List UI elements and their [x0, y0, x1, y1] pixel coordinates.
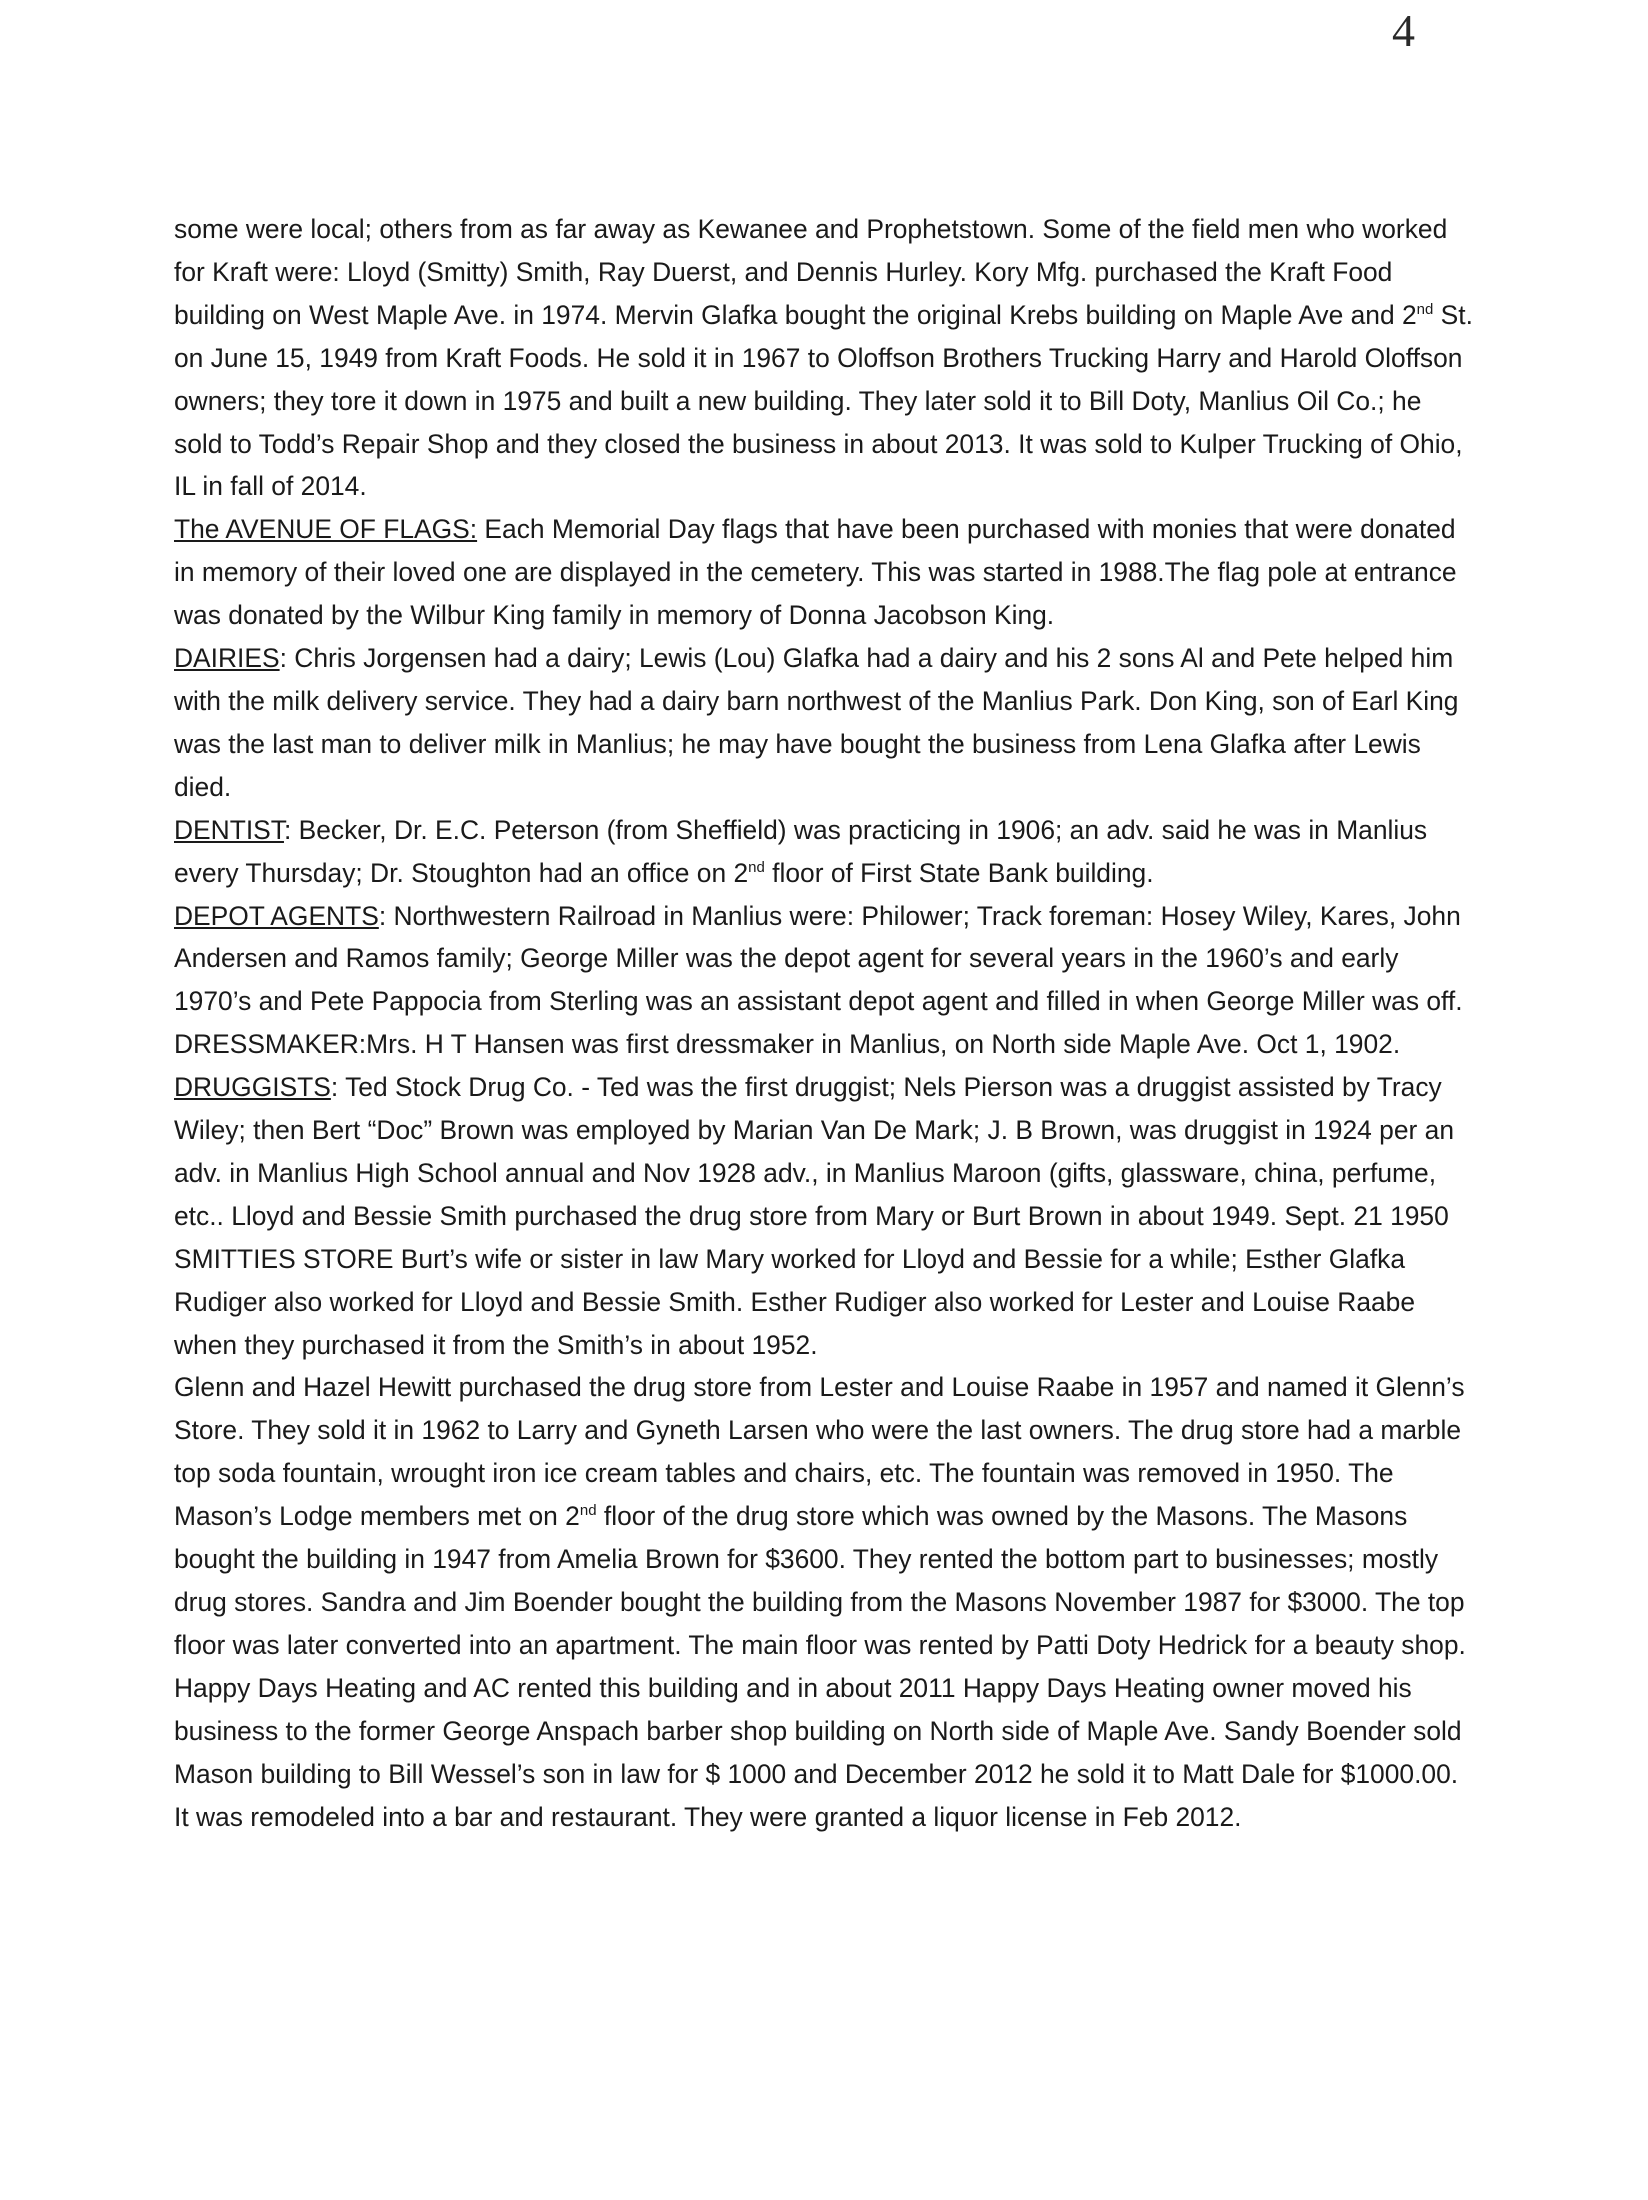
paragraph-text: DRESSMAKER:Mrs. H T Hansen was first dressmaker in Manlius, on North side Maple Ave. Oct 1, 1902. — [174, 1029, 1401, 1060]
paragraph-text: : Becker, Dr. E.C. Peterson (from Sheffield) was practicing in 1906; an adv. said he was in Manlius every Thursday; Dr. Stoughton had an office on 2 — [174, 814, 1428, 888]
paragraph — [174, 1023, 1474, 1066]
section-heading: The AVENUE OF FLAGS: — [174, 514, 478, 545]
superscript: nd — [579, 1502, 597, 1520]
page-number: 4 — [1392, 5, 1415, 56]
paragraph-text: Glenn and Hazel Hewitt purchased the drug store from Lester and Louise Raabe in 1957 and named it Glenn’s Store. They sold it in 1962 to Larry and Gyneth Larsen who were the last owners. The drug store had a marble top soda fountain, wrought iron ice cream tables and chairs, etc. The fountain was removed in 1950. The Mason’s Lodge members met on 2 — [174, 1372, 1465, 1532]
section-heading: DRUGGISTS — [174, 1072, 331, 1103]
paragraph-text: floor of First State Bank building. — [764, 857, 1154, 888]
section-heading: DENTIST — [174, 814, 284, 845]
paragraph — [174, 1066, 1474, 1366]
superscript: nd — [748, 858, 765, 876]
paragraph — [174, 1366, 1474, 1838]
paragraph — [174, 508, 1474, 637]
paragraph-text: : Northwestern Railroad in Manlius were: Philower; Track foreman: Hosey Wiley, Kares, John Andersen and Ramos family; George Miller was the depot agent for several years in the 1960’s and early 1970’s and Pete Pappocia from Sterling was an assistant depot agent and filled in when George Miller was off. — [174, 900, 1463, 1017]
superscript: nd — [1416, 301, 1434, 319]
paragraph-text: some were local; others from as far away as Kewanee and Prophetstown. Some of the field men who worked for Kraft were: Lloyd (Smitty) Smith, Ray Duerst, and Dennis Hurley. Kory Mfg. purchased the Kraft Food building on West Maple Ave. in 1974. Mervin Glafka bought the original Krebs building on Maple Ave and 2 — [174, 214, 1448, 330]
document-body — [174, 208, 1474, 1838]
paragraph-text: : Chris Jorgensen had a dairy; Lewis (Lou) Glafka had a dairy and his 2 sons Al and Pete helped him with the milk delivery service. They had a dairy barn northwest of the Manlius Park. Don King, son of Earl King was the last man to deliver milk in Manlius; he may have bought the business from Lena Glafka after Lewis died. — [174, 643, 1459, 802]
paragraph — [174, 637, 1474, 809]
paragraph-text: : Ted Stock Drug Co. - Ted was the first druggist; Nels Pierson was a druggist assisted by Tracy Wiley; then Bert “Doc” Brown was employed by Marian Van De Mark; J. B Brown, was druggist in 1924 per an adv. in Manlius High School annual and Nov 1928 adv., in Manlius Maroon (gifts, glassware, china, perfume, etc.. Lloyd and Bessie Smith purchased the drug store from Mary or Burt Brown in about 1949. Sept. 21 1950 SMITTIES STORE Burt’s wife or sister in law Mary worked for Lloyd and Bessie for a while; Esther Glafka Rudiger also worked for Lloyd and Bessie Smith. Esther Rudiger also worked for Lester and Louise Raabe when they purchased it from the Smith’s in about 1952. — [174, 1072, 1454, 1360]
paragraph — [174, 208, 1474, 508]
section-heading: DAIRIES — [174, 643, 280, 674]
paragraph-text: Each Memorial Day flags that have been purchased with monies that were donated in memory of their loved one are displayed in the cemetery. This was started in 1988.The flag pole at entrance was donated by the Wilbur King family in memory of Donna Jacobson King. — [174, 514, 1457, 631]
section-heading: DEPOT AGENTS — [174, 900, 379, 931]
paragraph-text: floor of the drug store which was owned by the Masons. The Masons bought the building in 1947 from Amelia Brown for $3600. They rented the bottom part to businesses; mostly drug stores. Sandra and Jim Boender bought the building from the Masons November 1987 for $3000. The top floor was later converted into an apartment. The main floor was rented by Patti Doty Hedrick for a beauty shop. Happy Days Heating and AC rented this building and in about 2011 Happy Days Heating owner moved his business to the former George Anspach barber shop building on North side of Maple Ave. Sandy Boender sold Mason building to Bill Wessel’s son in law for $ 1000 and December 2012 he sold it to Matt Dale for $1000.00. It was remodeled into a bar and restaurant. They were granted a liquor license in Feb 2012. — [174, 1501, 1466, 1832]
paragraph — [174, 809, 1474, 895]
paragraph — [174, 895, 1474, 1024]
paragraph-text: St. on June 15, 1949 from Kraft Foods. He sold it in 1967 to Oloffson Brothers Trucking Harry and Harold Oloffson owners; they tore it down in 1975 and built a new building. They later sold it to Bill Doty, Manlius Oil Co.; he sold to Todd’s Repair Shop and they closed the business in about 2013. It was sold to Kulper Trucking of Ohio, IL in fall of 2014. — [174, 299, 1473, 502]
